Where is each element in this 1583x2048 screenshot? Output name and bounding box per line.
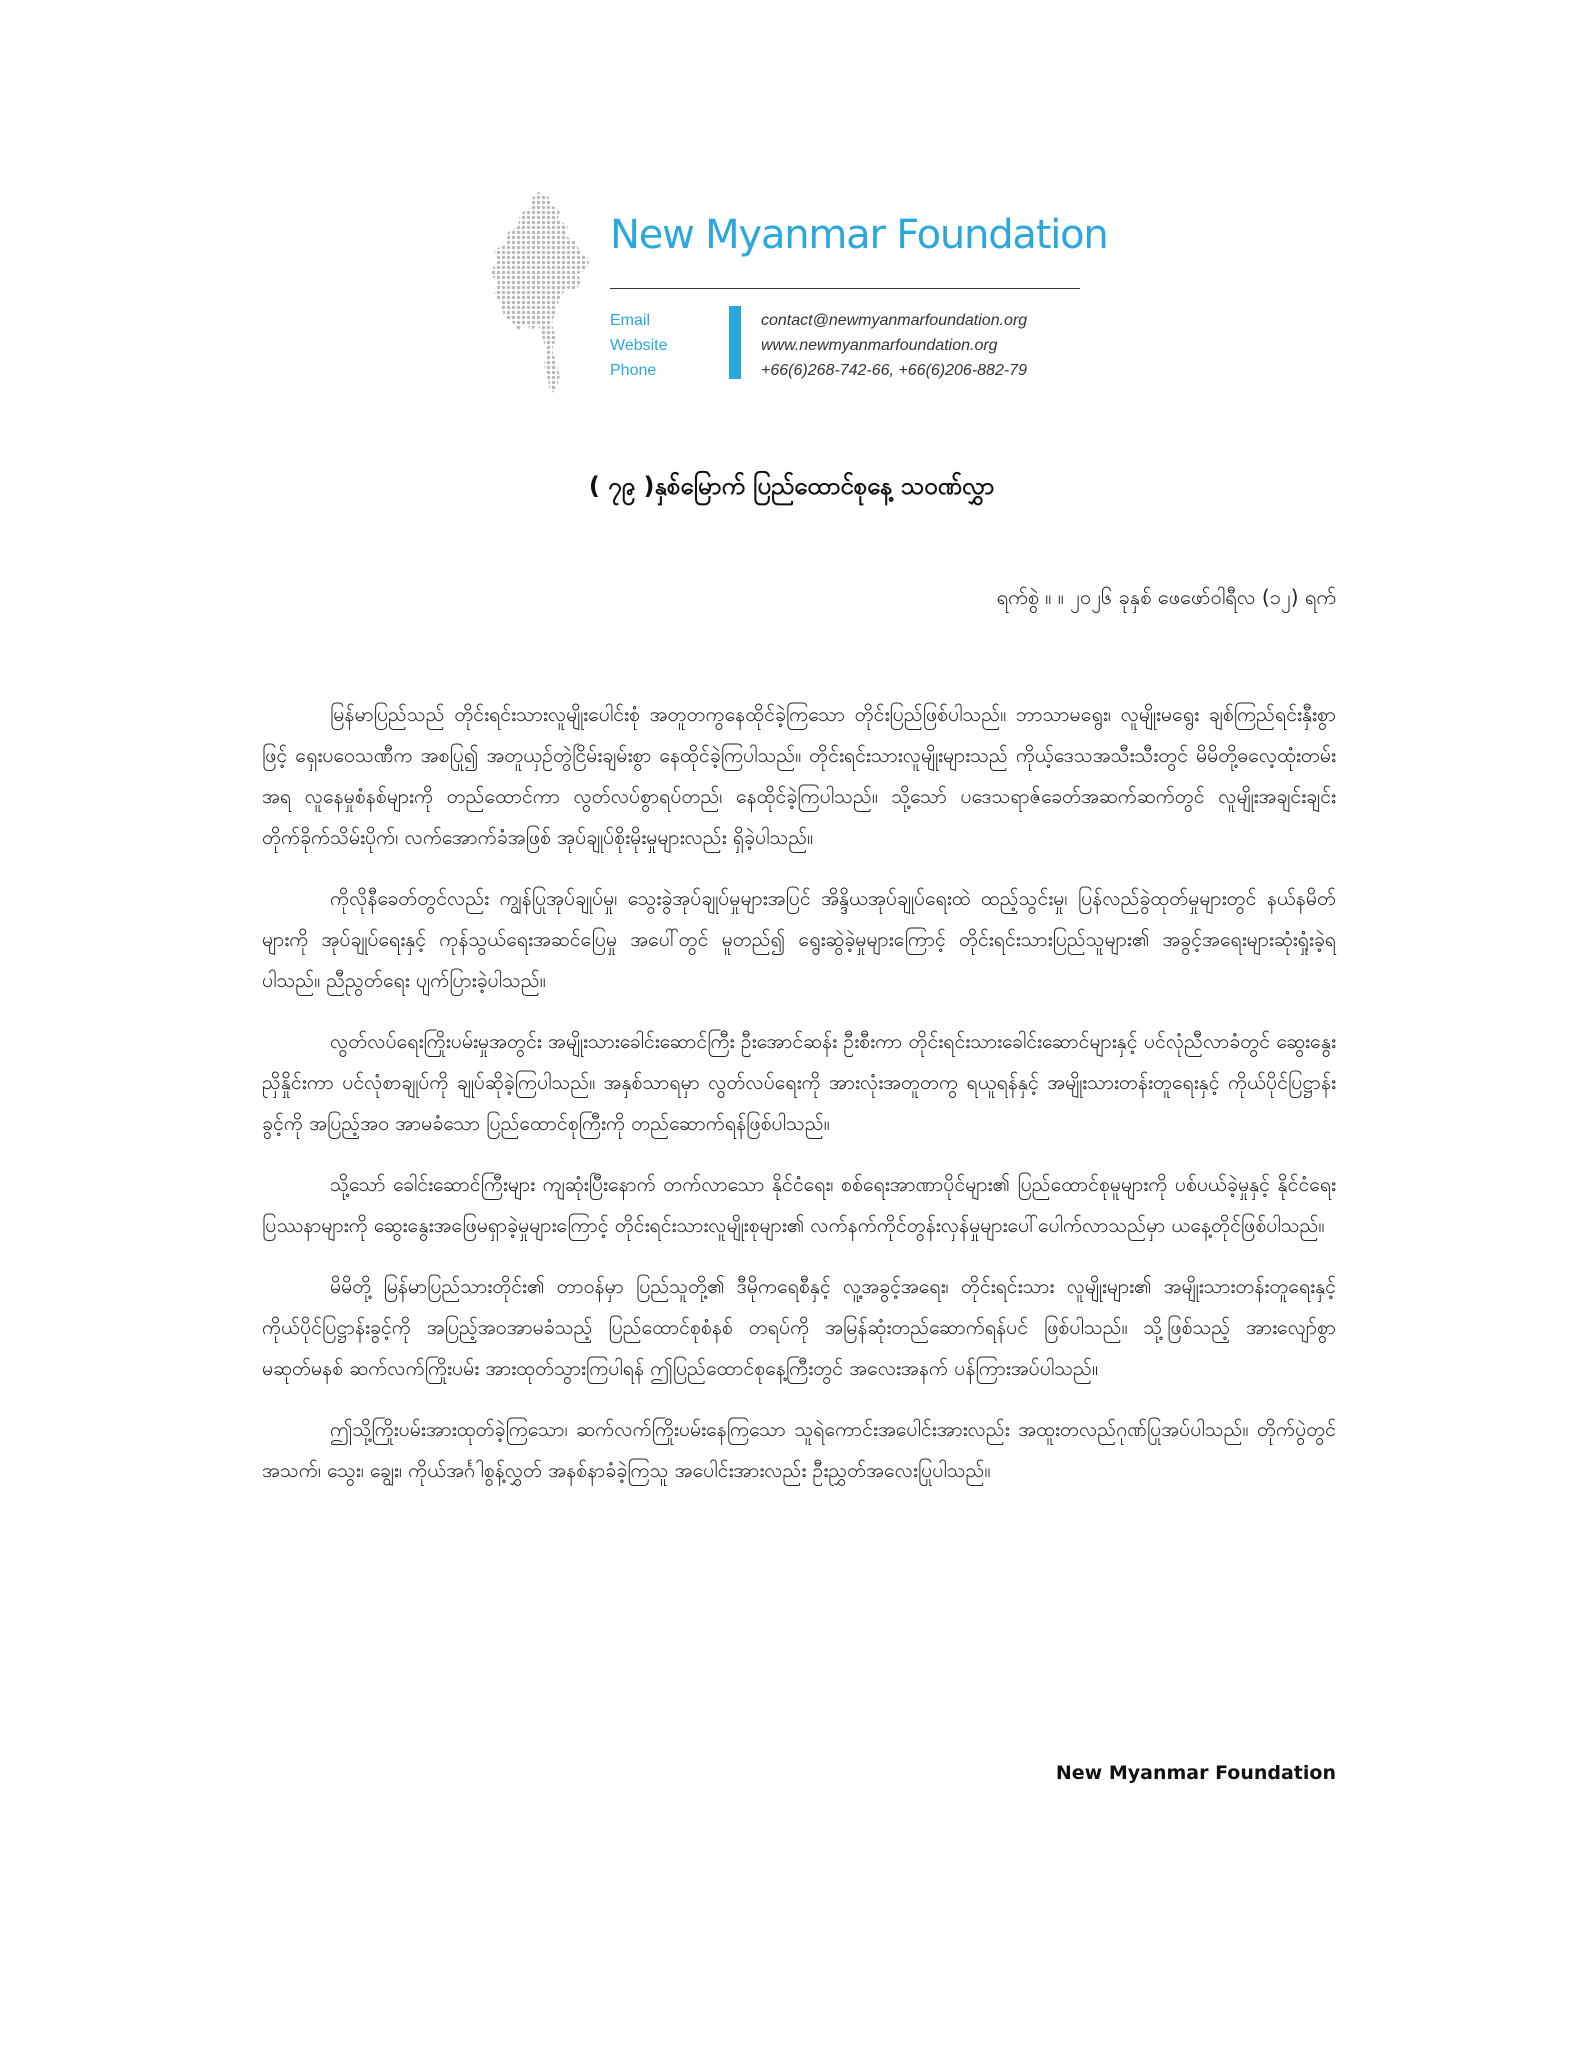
email-value: contact@newmyanmarfoundation.org: [761, 312, 1028, 329]
contact-values: [761, 308, 1027, 383]
contact-labels: [610, 308, 668, 383]
phone-label: Phone: [610, 362, 657, 379]
email-label: Email: [610, 312, 651, 329]
website-value: www.newmyanmarfoundation.org: [761, 337, 998, 354]
paragraph-1: မြန်မာပြည်သည် တိုင်းရင်းသားလူမျိုးပေါင်းစုံ အတူတကွနေထိုင်ခဲ့ကြသော တိုင်းပြည်ဖြစ်ပါသည်။ ဘာသာမရွေး၊ လူမျိုးမရွေး ချစ်ကြည်ရင်းနှီးစွာဖြင့် ရှေးပဝေသဏီက အစပြု၍ အတူယှဉ်တွဲငြိမ်းချမ်းစွာ နေထိုင်ခဲ့ကြပါသည်။ တိုင်းရင်းသားလူမျိုးများသည် ကိုယ့်ဒေသအသီးသီးတွင် မိမိတို့ဓလေ့ထုံးတမ်းအရ လူနေမှုစံနစ်များကို တည်ထောင်ကာ လွတ်လပ်စွာရပ်တည်၊ နေထိုင်ခဲ့ကြပါသည်။ သို့သော် ပဒေသရာဇ်ခေတ်အဆက်ဆက်တွင် လူမျိုးအချင်းချင်း တိုက်ခိုက်သိမ်းပိုက်၊ လက်အောက်ခံအဖြစ် အုပ်ချုပ်စိုးမိုးမှုများလည်း ရှိခဲ့ပါသည်။: [262, 703, 1336, 849]
signature: New Myanmar Foundation: [1055, 1762, 1336, 1784]
paragraph-5: မိမိတို့ မြန်မာပြည်သားတိုင်း၏ တာဝန်မှာ ပြည်သူတို့၏ ဒီမိုကရေစီနှင့် လူ့အခွင့်အရေး၊ တိုင်းရင်းသား လူမျိုးများ၏ အမျိုးသားတန်းတူရေးနှင့် ကိုယ်ပိုင်ပြဋ္ဌာန်းခွင့်ကို အပြည့်အဝအာမခံသည့် ပြည်ထောင်စုစံနစ် တရပ်ကို အမြန်ဆုံးတည်ဆောက်ရန်ပင် ဖြစ်ပါသည်။ သို့ဖြစ်သည့် အားလျော်စွာ မဆုတ်မနစ် ဆက်လက်ကြိုးပမ်း အားထုတ်သွားကြပါရန် ဤပြည်ထောင်စုနေ့ကြီးတွင် အလေးအနက် ပန်ကြားအပ်ပါသည်။: [262, 1275, 1336, 1380]
document-date: ရက်စွဲ ။ ။ ၂၀၂၆ ခုနှစ် ဖေဖော်ဝါရီလ (၁၂) ရက်: [996, 585, 1336, 609]
website-label: Website: [610, 337, 668, 354]
header-divider: [610, 288, 1080, 289]
document-title: ( ၇၉ )နှစ်မြောက် ပြည်ထောင်စုနေ့ သဝဏ်လွှာ: [588, 472, 995, 500]
contact-accent-bar: [729, 306, 741, 379]
org-name: New Myanmar Foundation: [610, 212, 1108, 258]
letterhead: [486, 190, 1108, 400]
paragraph-6: ဤသို့ကြိုးပမ်းအားထုတ်ခဲ့ကြသော၊ ဆက်လက်ကြိုးပမ်းနေကြသော သူရဲကောင်းအပေါင်းအားလည်း အထူးတလည်ဂုဏ်ပြုအပ်ပါသည်။ တိုက်ပွဲတွင် အသက်၊ သွေး၊ ချွေး၊ ကိုယ်အင်္ဂါစွန့်လွှတ် အနစ်နာခံခဲ့ကြသူ အပေါင်းအားလည်း ဦးညွှတ်အလေးပြုပါသည်။: [262, 1418, 1336, 1482]
phone-value: +66(6)268-742-66, +66(6)206-882-79: [761, 362, 1027, 379]
document-body: [262, 694, 1336, 1511]
paragraph-2: ကိုလိုနီခေတ်တွင်လည်း ကျွန်ပြုအုပ်ချုပ်မှု၊ သွေးခွဲအုပ်ချုပ်မှုများအပြင် အိန္ဒိယအုပ်ချုပ်ရေးထဲ ထည့်သွင်းမှု၊ ပြန်လည်ခွဲထုတ်မှုများတွင် နယ်နမိတ်များကို အုပ်ချုပ်ရေးနှင့် ကုန်သွယ်ရေးအဆင်ပြေမှု အပေါ်တွင် မူတည်၍ ရွေးဆွဲခဲ့မှုများကြောင့် တိုင်းရင်းသားပြည်သူများ၏ အခွင့်အရေးများဆုံးရှုံးခဲ့ရပါသည်။ ညီညွတ်ရေး ပျက်ပြားခဲ့ပါသည်။: [262, 887, 1336, 992]
paragraph-4: သို့သော် ခေါင်းဆောင်ကြီးများ ကျဆုံးပြီးနောက် တက်လာသော နိုင်ငံရေး၊ စစ်ရေးအာဏာပိုင်များ၏ ပြည်ထောင်စုမူများကို ပစ်ပယ်ခဲ့မှုနှင့် နိုင်ငံရေးပြဿနာများကို ဆွေးနွေးအဖြေမရှာခဲ့မှုများကြောင့် တိုင်းရင်းသားလူမျိုးစုများ၏ လက်နက်ကိုင်တွန်းလှန်မှုများပေါ်ပေါက်လာသည်မှာ ယနေ့တိုင်ဖြစ်ပါသည်။: [262, 1173, 1336, 1237]
paragraph-3: လွတ်လပ်ရေးကြိုးပမ်းမှုအတွင်း အမျိုးသားခေါင်းဆောင်ကြီး ဦးအောင်ဆန်း ဦးစီးကာ တိုင်းရင်းသားခေါင်းဆောင်များနှင့် ပင်လုံညီလာခံတွင် ဆွေးနွေးညှိနှိုင်းကာ ပင်လုံစာချုပ်ကို ချုပ်ဆိုခဲ့ကြပါသည်။ အနှစ်သာရမှာ လွတ်လပ်ရေးကို အားလုံးအတူတကွ ရယူရန်နှင့် အမျိုးသားတန်းတူရေးနှင့် ကိုယ်ပိုင်ပြဋ္ဌာန်းခွင့်ကို အပြည့်အဝ အာမခံသော ပြည်ထောင်စုကြီးကို တည်ဆောက်ရန်ဖြစ်ပါသည်။: [262, 1030, 1336, 1135]
myanmar-map-dots-icon: [486, 190, 594, 396]
